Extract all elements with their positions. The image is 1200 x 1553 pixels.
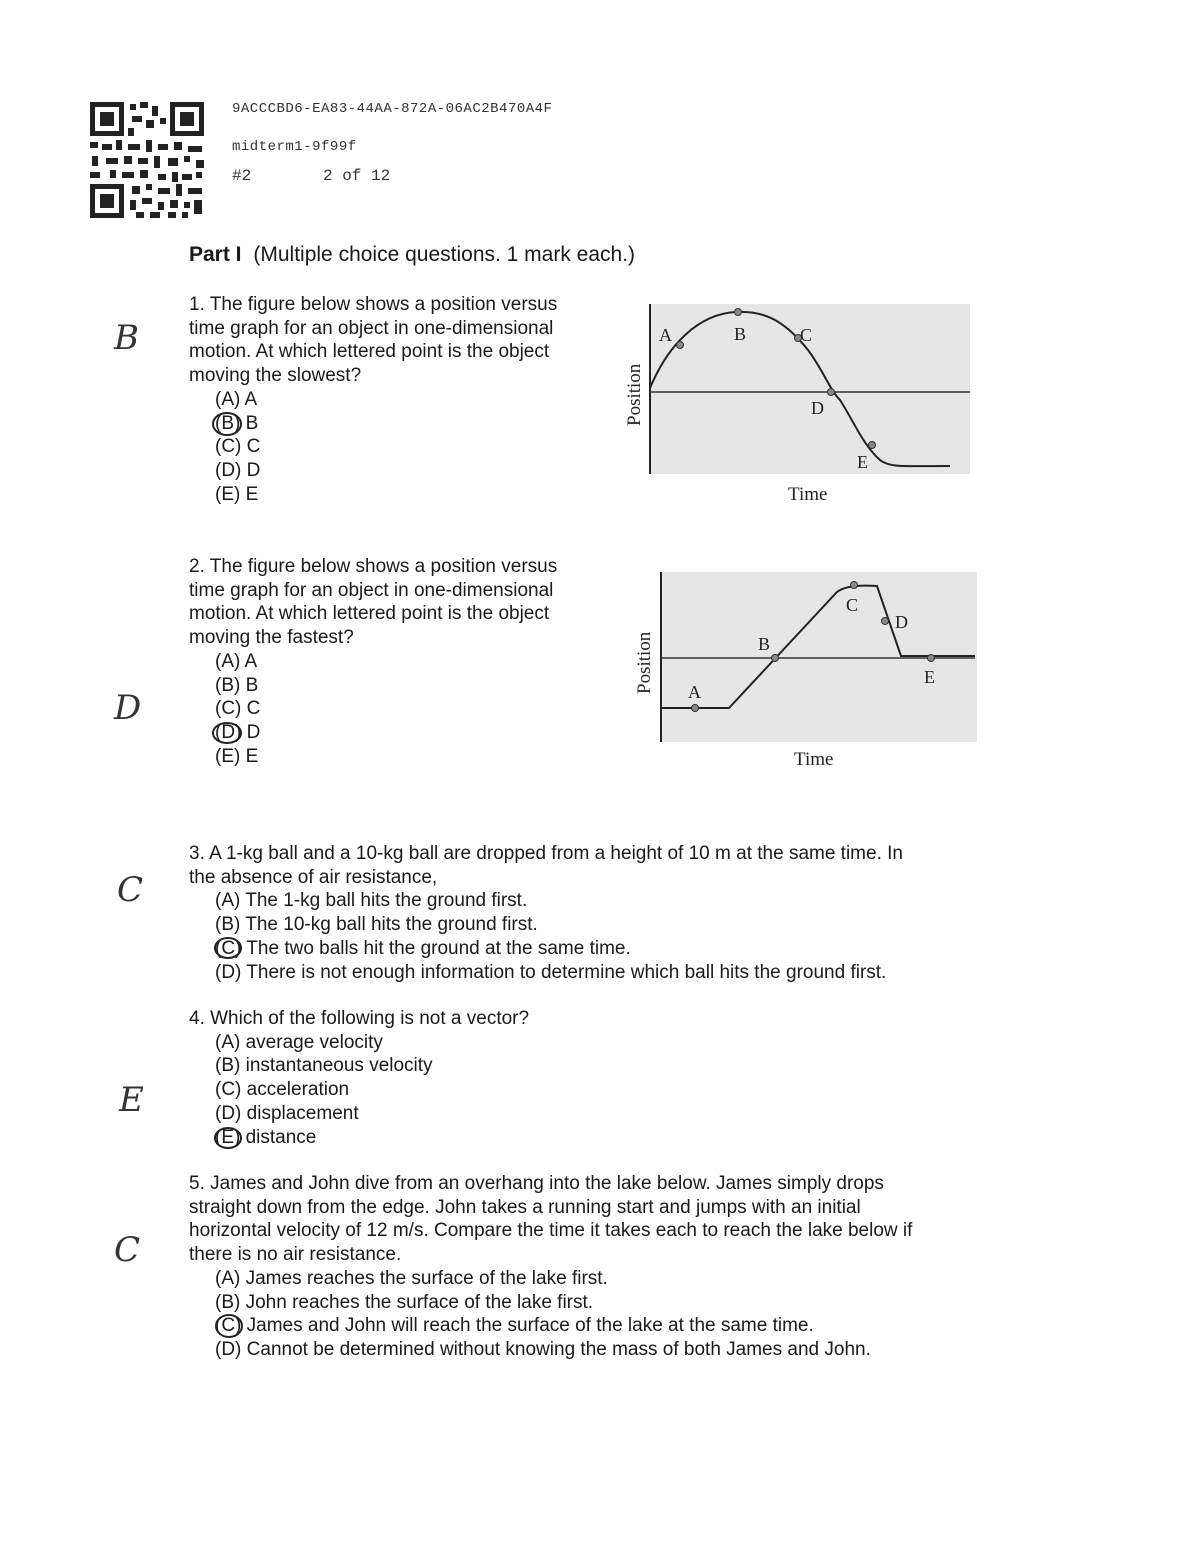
option-a: (A) average velocity [215, 1031, 383, 1053]
point-c-label: C [846, 595, 859, 615]
qr-code [88, 100, 206, 220]
point-e-label: E [857, 452, 868, 472]
question-text-line: time graph for an object in one-dimensional [189, 579, 554, 601]
option-a: (A) A [215, 388, 258, 410]
part-label: Part I [189, 243, 242, 266]
x-axis-label: Time [788, 484, 828, 505]
option-a: (A) The 1-kg ball hits the ground first. [215, 890, 528, 912]
option-b: (B) instantaneous velocity [215, 1055, 433, 1077]
handwritten-answer-1: B [114, 318, 139, 358]
option-c: (C) James and John will reach the surface of the lake at the same time. [215, 1315, 814, 1337]
page-number-tag: #2 [232, 167, 252, 185]
circled-answer-mark [213, 1312, 245, 1340]
circled-answer-mark [212, 1125, 244, 1151]
option-b: (B) John reaches the surface of the lake first. [215, 1291, 594, 1313]
circled-answer-mark [210, 410, 244, 438]
question-text-line: 5. James and John dive from an overhang into the lake below. James simply drops [189, 1173, 884, 1194]
point-a-marker [692, 705, 699, 712]
point-a-label: A [659, 325, 672, 345]
handwritten-answer-4: E [119, 1080, 144, 1120]
point-c-marker [851, 582, 858, 589]
option-c: (C) C [215, 698, 261, 720]
question-text-line: moving the fastest? [189, 627, 354, 649]
question-text-line: motion. At which lettered point is the object [189, 603, 550, 625]
question-text-line: 4. Which of the following is not a vector? [189, 1008, 530, 1029]
question-text-line: 1. The figure below shows a position versus [189, 294, 558, 315]
circled-answer-mark [212, 935, 244, 961]
question-1 [189, 293, 557, 506]
point-e-marker [869, 442, 876, 449]
question-5 [189, 1172, 912, 1362]
y-axis-label: Position [624, 363, 645, 426]
point-d-label: D [811, 398, 824, 418]
question-text-line: there is no air resistance. [189, 1244, 402, 1266]
exam-uuid: 9ACCCBD6-EA83-44AA-872A-06AC2B470A4F [232, 101, 553, 117]
option-d: (D) Cannot be determined without knowing the mass of both James and John. [215, 1338, 871, 1360]
option-b: (B) The 10-kg ball hits the ground first. [215, 914, 538, 936]
circled-answer-mark [210, 720, 244, 746]
point-b-label: B [734, 324, 747, 344]
point-d-marker [882, 618, 889, 625]
question-text-line: 2. The figure below shows a position versus [189, 556, 558, 577]
point-b-marker [772, 655, 779, 662]
point-d-label: D [895, 612, 908, 632]
option-d: (D) displacement [215, 1102, 359, 1124]
exam-id: midterm1-9f99f [232, 139, 357, 155]
question-2 [189, 555, 557, 768]
point-c-label: C [800, 325, 813, 345]
option-e: (E) E [215, 483, 259, 505]
question-text-line: motion. At which lettered point is the object [189, 341, 550, 363]
part-title [189, 243, 635, 267]
position-time-graph-2 [625, 568, 977, 773]
point-b-label: B [758, 634, 771, 654]
option-e: (E) E [215, 745, 259, 767]
point-a-marker [677, 342, 684, 349]
option-e: (E) distance [215, 1126, 317, 1148]
option-b: (B) B [215, 412, 259, 434]
y-axis-label: Position [634, 631, 655, 694]
point-e-marker [928, 655, 935, 662]
option-a: (A) A [215, 650, 258, 672]
question-text-line: time graph for an object in one-dimensional [189, 317, 554, 339]
question-text-line: the absence of air resistance, [189, 866, 438, 888]
option-b: (B) B [215, 674, 259, 696]
option-c: (C) The two balls hit the ground at the same time. [215, 937, 631, 959]
page-count: 2 of 12 [323, 167, 391, 185]
question-text-line: straight down from the edge. John takes a running start and jumps with an initial [189, 1196, 861, 1218]
position-time-graph-1 [618, 300, 974, 510]
point-b-marker [735, 309, 742, 316]
question-text-line: horizontal velocity of 12 m/s. Compare the time it takes each to reach the lake below if [189, 1220, 913, 1242]
option-d: (D) D [215, 721, 261, 743]
point-d-marker [828, 389, 835, 396]
question-text-line: 3. A 1-kg ball and a 10-kg ball are dropped from a height of 10 m at the same time. In [189, 843, 903, 864]
point-a-label: A [688, 682, 701, 702]
question-3 [189, 842, 903, 984]
question-text-line: moving the slowest? [189, 365, 362, 387]
option-c: (C) C [215, 436, 261, 458]
handwritten-answer-5: C [114, 1230, 141, 1270]
handwritten-answer-2: D [114, 688, 142, 728]
x-axis-label: Time [794, 749, 834, 770]
option-d: (D) D [215, 459, 261, 481]
option-c: (C) acceleration [215, 1079, 350, 1101]
handwritten-answer-3: C [117, 870, 144, 910]
part-desc: (Multiple choice questions. 1 mark each.) [253, 243, 636, 266]
option-a: (A) James reaches the surface of the lake first. [215, 1267, 608, 1289]
option-d: (D) There is not enough information to determine which ball hits the ground first. [215, 961, 887, 983]
point-e-label: E [924, 667, 935, 687]
